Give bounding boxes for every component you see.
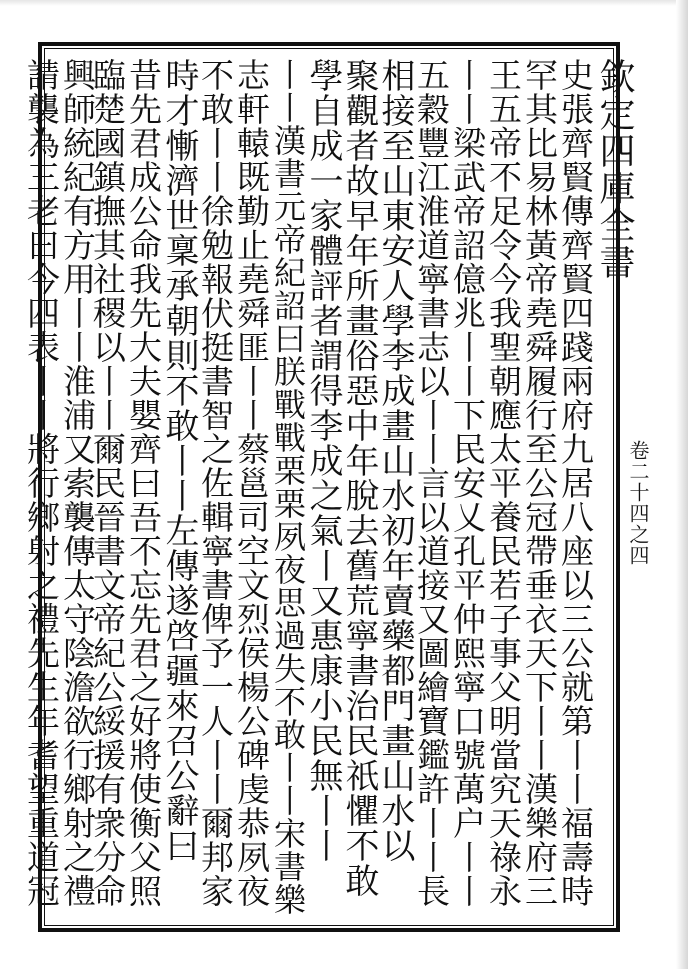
text-column-12: 時才慚濟世稟承朝則不敢丨丨左傳遂啓疆來召公辭曰	[159, 58, 199, 863]
text-column-11: 不敢丨丨徐勉報伏挺書智之佐輯寧書俾予一人丨丨爾邦家	[196, 58, 235, 908]
text-column-14: 臨楚國鎮撫其社稷以丨丨爾民晉書文帝紀公綏援有衆分命	[88, 58, 127, 908]
text-column-13: 昔先君成公命我先大夫嬰齊曰吾不忘先君之好將使衡父照	[124, 58, 163, 908]
volume-reference: 卷二十四之四	[626, 440, 650, 566]
text-column-4: 丨丨梁武帝詔億兆丨丨下民安乂孔平仲熙寧口號萬户丨丨	[448, 58, 487, 908]
text-column-7: 聚觀者故早年所畫俗惡中年脫去舊荒寧書治民祇懼不敢	[339, 58, 379, 898]
scan-edge-top	[0, 0, 688, 6]
text-column-1: 史張齊賢傳齊賢四踐兩府九居八座以三公就第丨丨福壽時	[556, 58, 595, 908]
scan-edge-right	[676, 0, 688, 969]
text-column-9: 丨丨漢書元帝紀詔曰朕戰戰栗栗夙夜思過失不敢丨丨宋書樂	[269, 58, 307, 916]
text-column-8: 學自成一家體評者謂得李成之氣丨又惠康小民無丨丨	[303, 58, 343, 863]
text-column-10: 志軒轅既勤止堯舜匪丨丨蔡邕司空文烈侯楊公碑虔恭夙夜	[232, 58, 271, 908]
text-column-5: 五穀豐江淮道寧書志以丨丨言以道接又圖繪寶鑑許丨丨長	[412, 58, 451, 908]
text-column-16: 請襲為三老曰今四表丨丨將行鄉射之禮先生年耆望重道冠	[22, 58, 61, 908]
text-column-15: 興師統紀有方用丨丨淮浦又索襲傳太守陰澹欲行鄉射之禮	[58, 58, 97, 908]
text-column-6: 相接至山東安人學李成畫山水初年賣藥都門畫山水以	[375, 58, 415, 863]
text-column-2: 罕其比易林黃帝堯舜履行至公冠帶垂衣天下丨丨漢樂府三	[520, 58, 559, 908]
book-title: 欽定四庫全書	[594, 58, 635, 280]
text-column-3: 王五帝不足令今我聖朝應太平養民若子事父明當究天祿永	[484, 58, 523, 908]
